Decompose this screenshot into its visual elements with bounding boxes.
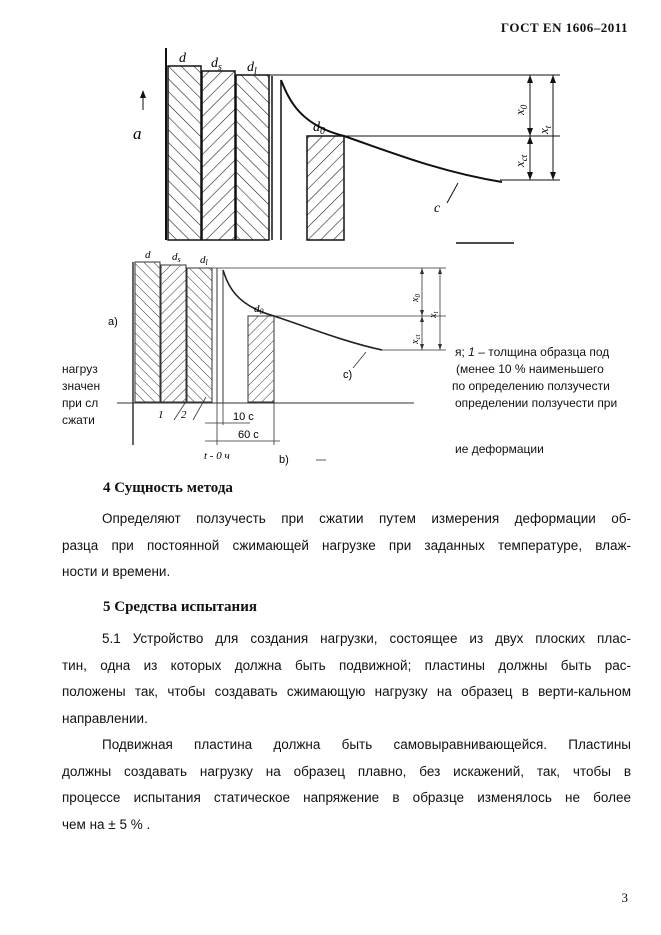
section-5-p1-line-4: направлении. — [62, 710, 148, 726]
caption-line-4-right: определении ползучести при — [455, 396, 618, 410]
caption-line-2-right: (менее 10 % наименьшего — [456, 362, 604, 376]
section-5-p1-line-3: положены так, чтобы создавать сжимающую нагрузку на образец в верти-кальном — [62, 684, 631, 699]
specimen-d0 — [307, 136, 344, 240]
dim-b-x0: $x_0$ — [410, 294, 422, 302]
label-b-1: 1 — [158, 409, 164, 421]
dim-b-xct: $x_{ct}$ — [410, 334, 422, 344]
section-5-p2-line-4: чем на ± 5 % . — [62, 816, 151, 832]
specimen-dl — [236, 75, 269, 240]
dim-xct: $x_{ct}$ — [512, 154, 529, 167]
dim-xt: $x_t$ — [536, 125, 553, 134]
specimen-b-dl — [187, 268, 212, 402]
section-5-p2-line-3: процессе испытания статическое напряжение в образце изменялось не более — [62, 790, 631, 805]
curve-label-b: c) — [343, 369, 353, 381]
dim-x0: $x_0$ — [512, 104, 529, 115]
specimen-b-d — [135, 262, 160, 402]
figure-a — [133, 48, 560, 243]
label-b-2: 2 — [181, 409, 187, 421]
caption-line-1: я; 1 – толщина образца под — [455, 345, 610, 359]
label-b-dl: dl — [200, 254, 208, 267]
section-5-p1-line-1: 5.1 Устройство для создания нагрузки, состоящее из двух плоских плас- — [102, 631, 631, 646]
label-b-ds: ds — [172, 251, 181, 264]
side-label-a: a — [133, 124, 142, 143]
panel-a-label: a) — [108, 316, 118, 328]
section-5-paragraph-2 — [62, 732, 631, 838]
figure-b — [108, 242, 456, 466]
section-4-line-1: Определяют ползучесть при сжатии путем измерения деформации об- — [102, 511, 631, 526]
caption-line-3-left: значен — [62, 379, 101, 393]
label-d: d — [179, 51, 186, 66]
label-b-d0: d0 — [254, 303, 264, 316]
page-number: 3 — [621, 890, 628, 905]
t-label: t - 0 ч — [204, 450, 230, 462]
caption-line-2-left: нагруз — [62, 362, 98, 376]
section-5-p1-line-2: тин, одна из которых должна быть подвижной; пластины должны быть рас- — [62, 657, 631, 673]
caption-line-6-right: ие деформации — [455, 442, 544, 456]
specimen-ds — [202, 71, 235, 240]
section-4-line-2: разца при постоянной сжимающей нагрузке при заданных температуре, влаж- — [62, 537, 631, 553]
section-5-p2-line-2: должны создавать нагрузку на образец плавно, без искажений, так, чтобы в — [62, 763, 631, 779]
caption-line-3-right: по определению ползучести — [452, 379, 610, 393]
specimen-b-d0 — [248, 316, 274, 402]
caption-line-5-left: сжати — [62, 413, 95, 427]
section-5-paragraph-1 — [62, 626, 631, 732]
document-header: ГОСТ EN 1606–2011 — [500, 20, 628, 35]
label-c: c — [434, 201, 441, 216]
time-10s: 10 с — [233, 411, 254, 423]
label-b-d: d — [145, 249, 151, 261]
section-4-text — [62, 506, 631, 586]
section-4-heading: 4 Сущность метода — [103, 480, 233, 496]
label-d0: $d_0$ — [313, 120, 325, 137]
time-60s: 60 с — [238, 429, 259, 441]
section-4-line-3: ности и времени. — [62, 564, 171, 579]
panel-b-label: b) — [279, 454, 289, 466]
specimen-d — [168, 66, 201, 240]
dim-b-xt: $x_t$ — [428, 311, 440, 318]
caption-line-4-left: при сл — [62, 396, 99, 410]
section-5-heading: 5 Средства испытания — [103, 599, 257, 615]
section-5-p2-line-1: Подвижная пластина должна быть самовыравнивающейся. Пластины — [102, 737, 631, 752]
label-ds: $d_s$ — [211, 56, 222, 73]
label-dl: $d_l$ — [247, 60, 257, 77]
specimen-b-ds — [161, 265, 186, 402]
